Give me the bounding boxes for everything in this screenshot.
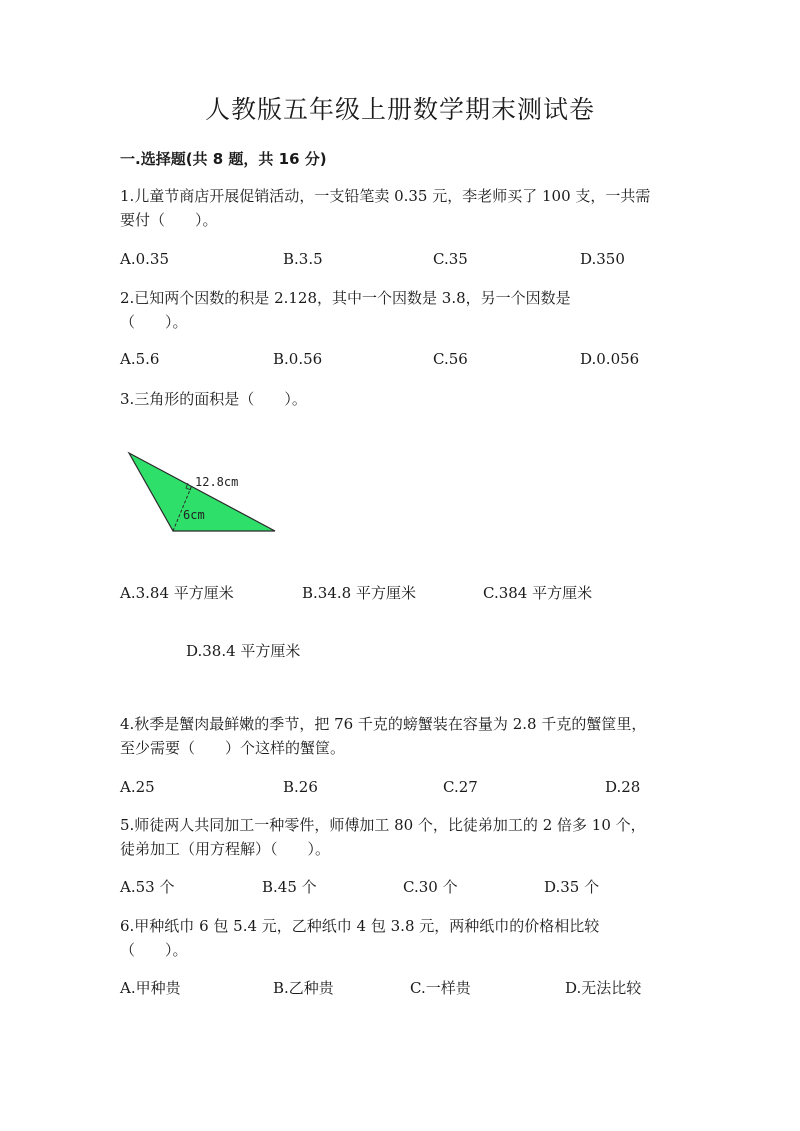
option-b: B.3.5 [283, 250, 323, 268]
question-5 [120, 813, 690, 861]
option-c: C.一样贵 [410, 979, 471, 997]
height-label: 6cm [183, 508, 205, 522]
option-b: B.45 个 [262, 878, 317, 896]
question-6 [120, 914, 690, 962]
option-c: C.56 [433, 350, 468, 368]
option-a: A.0.35 [120, 250, 169, 268]
question-text-line: 要付（ ）。 [120, 211, 218, 229]
question-text-line: （ ）。 [120, 313, 188, 331]
option-d: D.35 个 [544, 878, 600, 896]
page-title: 人教版五年级上册数学期末测试卷 [204, 95, 595, 124]
option-a: A.3.84 平方厘米 [120, 584, 234, 602]
base-label: 12.8cm [195, 475, 239, 489]
question-text-line: 至少需要（ ）个这样的蟹筐。 [120, 739, 346, 757]
option-c: C.27 [443, 778, 478, 796]
option-d: D.0.056 [580, 350, 640, 368]
question-text-line: 5.师徒两人共同加工一种零件，师傅加工 80 个，比徒弟加工的 2 倍多 10 个， [120, 816, 646, 834]
question-4 [120, 712, 690, 760]
option-d: D.38.4 平方厘米 [186, 642, 301, 660]
question-text-line: 4.秋季是蟹肉最鲜嫩的季节，把 76 千克的螃蟹装在容量为 2.8 千克的蟹筐里， [120, 715, 647, 733]
question-2 [120, 286, 690, 334]
option-a: A.25 [120, 778, 155, 796]
question-text-line: 1.儿童节商店开展促销活动，一支铅笔卖 0.35 元，李老师买了 100 支，一共需 [120, 187, 651, 205]
option-d: D.28 [605, 778, 641, 796]
option-b: B.34.8 平方厘米 [302, 584, 416, 602]
option-b: B.0.56 [273, 350, 323, 368]
question-3 [120, 387, 690, 411]
triangle-figure [125, 445, 285, 540]
question-text-line: （ ）。 [120, 941, 188, 959]
question-text-line: 2.已知两个因数的积是 2.128，其中一个因数是 3.8，另一个因数是 [120, 289, 571, 307]
question-1 [120, 184, 690, 232]
option-a: A.甲种贵 [120, 979, 181, 997]
option-a: A.53 个 [120, 878, 175, 896]
option-d: D.无法比较 [565, 979, 642, 997]
option-c: C.384 平方厘米 [483, 584, 593, 602]
option-b: B.乙种贵 [273, 979, 334, 997]
option-b: B.26 [283, 778, 318, 796]
section-heading: 一.选择题(共 8 题，共 16 分) [120, 150, 327, 168]
option-a: A.5.6 [120, 350, 160, 368]
option-c: C.30 个 [403, 878, 458, 896]
option-c: C.35 [433, 250, 468, 268]
question-text-line: 3.三角形的面积是（ ）。 [120, 390, 307, 408]
question-text-line: 徒弟加工（用方程解）（ ）。 [120, 840, 331, 858]
question-text-line: 6.甲种纸巾 6 包 5.4 元，乙种纸巾 4 包 3.8 元，两种纸巾的价格相比较 [120, 917, 600, 935]
option-d: D.350 [580, 250, 625, 268]
